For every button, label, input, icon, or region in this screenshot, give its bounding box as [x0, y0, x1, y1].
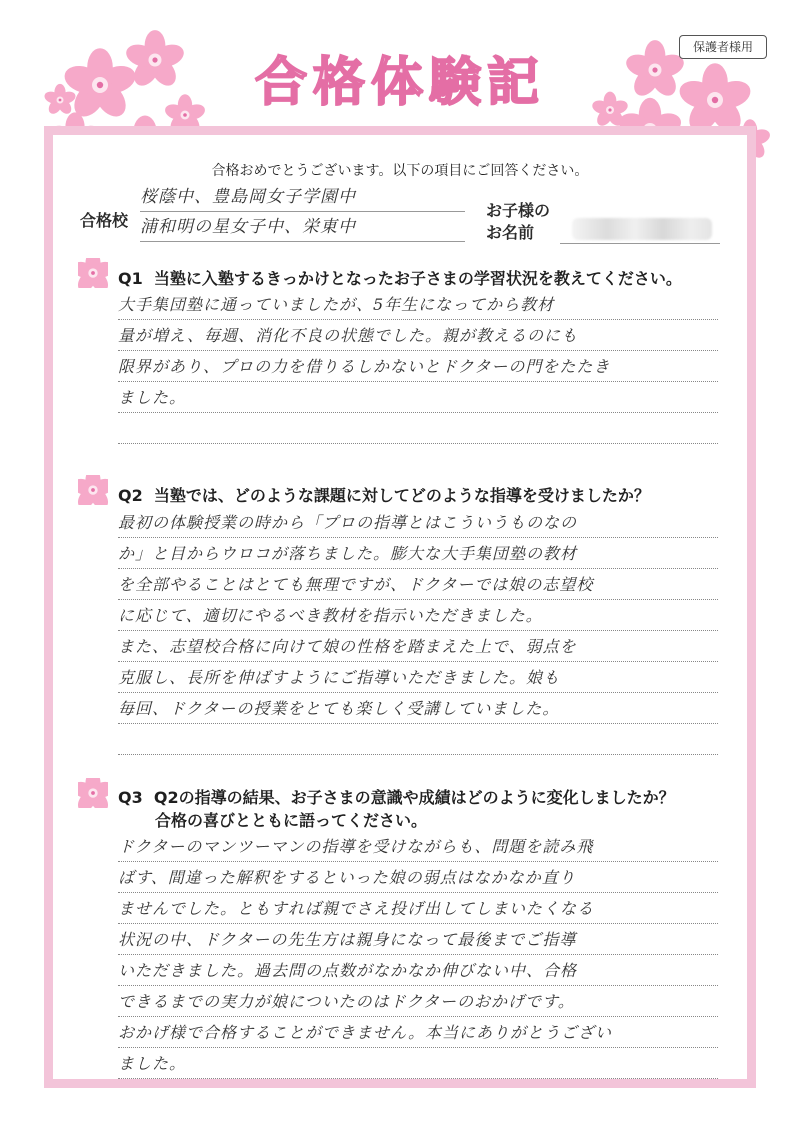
answer-1-line: 限界があり、プロの力を借りるしかないとドクターの門をたたき	[118, 352, 718, 382]
child-name-label-line2: お名前	[486, 223, 535, 242]
child-name-underline	[560, 243, 720, 244]
question-1-number: Q1	[118, 269, 143, 288]
answer-2-line	[118, 725, 718, 755]
question-2-text: 当塾では、どのような課題に対してどのような指導を受けましたか？	[153, 486, 650, 505]
page-title: 合格体験記	[254, 53, 545, 113]
blossom-icon	[78, 778, 108, 808]
blossom-icon	[78, 258, 108, 288]
answer-3-line: ました。	[118, 1049, 718, 1079]
answer-2-line: また、志望校合格に向けて娘の性格を踏まえた上で、弱点を	[118, 632, 718, 662]
question-2	[118, 483, 650, 506]
answer-3-line: おかげ様で合格することができません。本当にありがとうござい	[118, 1018, 718, 1048]
answer-2-line: か」と目からウロコが落ちました。膨大な大手集団塾の教材	[118, 539, 718, 569]
question-3-number: Q3	[118, 788, 143, 807]
school-line-2: 浦和明の星女子中、栄東中	[140, 213, 465, 242]
answer-2-line: を全部やることはとても無理ですが、ドクターでは娘の志望校	[118, 570, 718, 600]
question-3-text-line2: 合格の喜びとともに語ってください。	[155, 811, 428, 830]
child-name-label	[486, 200, 550, 244]
school-label: 合格校	[80, 211, 129, 230]
answer-3-line: ませんでした。ともすれば親でさえ投げ出してしまいたくなる	[118, 894, 718, 924]
answer-1-line: 量が増え、毎週、消化不良の状態でした。親が教えるのにも	[118, 321, 718, 351]
answer-2-line: 毎回、ドクターの授業をとても楽しく受講していました。	[118, 694, 718, 724]
question-3	[118, 785, 675, 808]
blossom-icon	[78, 475, 108, 505]
child-name-label-line1: お子様の	[486, 201, 551, 220]
parent-version-badge: 保護者様用	[679, 35, 767, 59]
answer-2-line: に応じて、適切にやるべき教材を指示いただきました。	[118, 601, 718, 631]
answer-3-line: ドクターのマンツーマンの指導を受けながらも、問題を読み飛	[118, 832, 718, 862]
child-name-redacted	[572, 218, 712, 240]
question-3-text: Q2の指導の結果、お子さまの意識や成績はどのように変化しましたか？	[153, 788, 675, 807]
answer-1-line: 大手集団塾に通っていましたが、5年生になってから教材	[118, 290, 718, 320]
answer-3-line: できるまでの実力が娘についたのはドクターのおかげです。	[118, 987, 718, 1017]
school-line-1: 桜蔭中、豊島岡女子学園中	[140, 183, 465, 212]
answer-2-line: 最初の体験授業の時から「プロの指導とはこういうものなの	[118, 508, 718, 538]
intro-text: 合格おめでとうございます。以下の項目にご回答ください。	[211, 163, 589, 179]
answer-3-line: 状況の中、ドクターの先生方は親身になって最後までご指導	[118, 925, 718, 955]
question-2-number: Q2	[118, 486, 143, 505]
answer-3-line: ばす、間違った解釈をするといった娘の弱点はなかなか直り	[118, 863, 718, 893]
answer-3-line: いただきました。過去問の点数がなかなか伸びない中、合格	[118, 956, 718, 986]
answer-2-line: 克服し、長所を伸ばすようにご指導いただきました。娘も	[118, 663, 718, 693]
answer-1-line: ました。	[118, 383, 718, 413]
question-1	[118, 266, 682, 289]
question-1-text: 当塾に入塾するきっかけとなったお子さまの学習状況を教えてください。	[153, 269, 682, 288]
answer-1-line	[118, 414, 718, 444]
